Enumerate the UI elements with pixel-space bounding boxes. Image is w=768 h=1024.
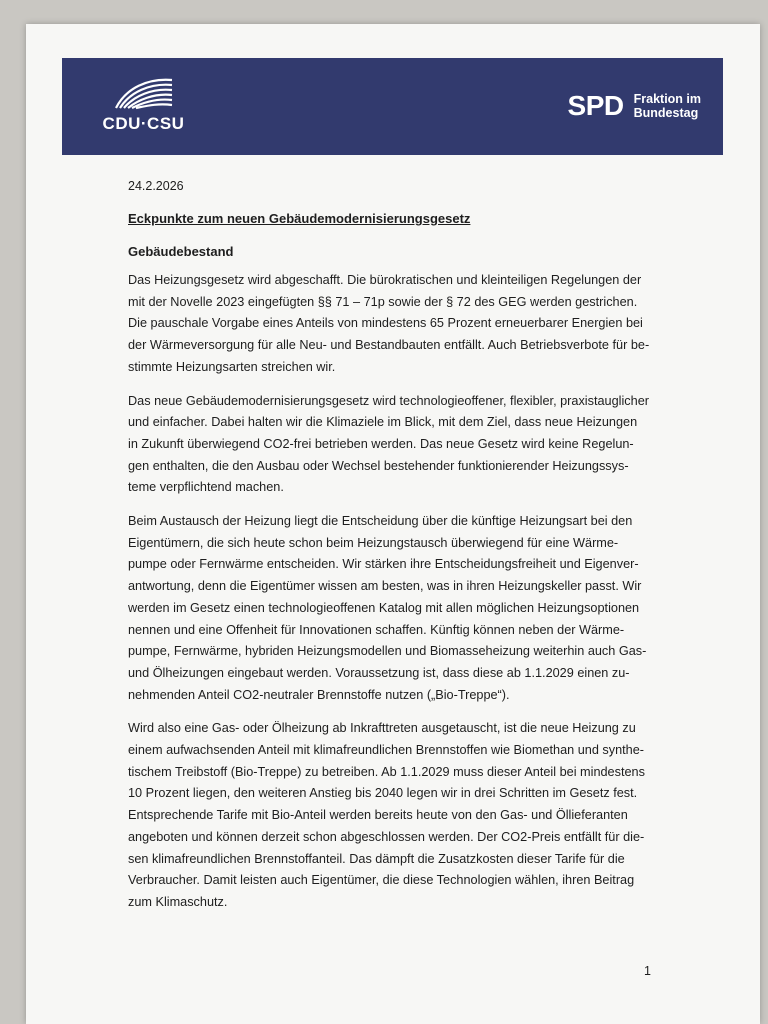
- paragraph-1: [128, 270, 658, 379]
- document-title: Eckpunkte zum neuen Gebäudemodernisierungsgesetz: [128, 211, 471, 226]
- paragraph-line: teme verpflichtend machen.: [128, 480, 284, 495]
- paragraph-line: Das Heizungsgesetz wird abgeschafft. Die bürokratischen und kleinteiligen Regelungen der: [128, 273, 642, 287]
- paragraph-line: tischem Treibstoff (Bio-Treppe) zu betreiben. Ab 1.1.2029 muss dieser Anteil bei mindestens: [128, 764, 645, 779]
- paragraph-line: in Zukunft überwiegend CO2-frei betrieben werden. Das neue Gesetz wird keine Regelun-: [128, 436, 634, 451]
- paragraph-line: pumpe, Fernwärme, hybriden Heizungsmodellen und Biomasseheizung weiterhin auch Gas-: [128, 644, 647, 659]
- paragraph-line: stimmte Heizungsarten streichen wir.: [128, 359, 336, 374]
- paragraph-line: mit der Novelle 2023 eingefügten §§ 71 – 71p sowie der § 72 des GEG werden gestrichen.: [128, 294, 638, 309]
- paragraph-line: angeboten und können derzeit schon abgeschlossen werden. Der CO2-Preis entfällt für die-: [128, 829, 645, 844]
- paragraph-line: Eigentümern, die sich heute schon beim Heizungstausch überwiegend für eine Wärme-: [128, 535, 619, 550]
- cdu-csu-logo: [96, 74, 191, 142]
- paragraph-line: Verbraucher. Damit leisten auch Eigentümer, die diese Technologien wählen, ihren Beitrag: [128, 873, 635, 888]
- paragraph-line: Wird also eine Gas- oder Ölheizung ab Inkrafttreten ausgetauscht, ist die neue Heizung zu: [128, 721, 636, 736]
- paragraph-line: sen klimafreundlichen Brennstoffanteil. Das dämpft die Zusatzkosten dieser Tarife für die: [128, 851, 625, 866]
- paragraph-line: gen enthalten, die den Ausbau oder Wechsel bestehender funktionierender Heizungssys-: [128, 458, 629, 473]
- paragraph-line: 10 Prozent liegen, den weiteren Anstieg bis 2040 legen wir in drei Schritten im Gesetz fest.: [128, 786, 638, 801]
- header-banner: [62, 58, 723, 155]
- paragraph-line: Entsprechende Tarife mit Bio-Anteil werden bereits heute von den Gas- und Öllieferanten: [128, 808, 628, 823]
- section-heading: Gebäudebestand: [128, 244, 234, 259]
- page-number: 1: [644, 964, 651, 978]
- paragraph-line: zum Klimaschutz.: [128, 894, 228, 909]
- paragraph-line: nehmenden Anteil CO2-neutraler Brennstoffe nutzen („Bio-Treppe“).: [128, 687, 510, 702]
- paragraph-line: werden im Gesetz einen technologieoffenen Katalog mit allen möglichen Heizungsoptionen: [128, 600, 640, 615]
- paragraph-3: [128, 511, 658, 706]
- spd-logo-subtitle-line1: Fraktion im: [633, 92, 701, 106]
- paragraph-line: Das neue Gebäudemodernisierungsgesetz wird technologieoffener, flexibler, praxistauglicher: [128, 393, 649, 408]
- paragraph-line: und Ölheizungen eingebaut werden. Voraussetzung ist, dass diese ab 1.1.2029 einen zu-: [128, 665, 630, 680]
- spd-logo-subtitle: [634, 92, 701, 120]
- paragraph-line: und einfacher. Dabei halten wir die Klimaziele im Blick, mit dem Ziel, dass neue Heizungen: [128, 415, 638, 430]
- paragraph-line: antwortung, denn die Eigentümer wissen am besten, was in ihren Heizungskeller passt. Wir: [128, 579, 642, 594]
- cdu-csu-wave-icon: [112, 74, 174, 110]
- document-date: 24.2.2026: [128, 179, 184, 193]
- spd-logo-mark: SPD: [567, 90, 624, 121]
- paragraph-line: der Wärmeversorgung für alle Neu- und Bestandbauten entfällt. Auch Betriebsverbote für be-: [128, 338, 650, 353]
- paragraph-line: pumpe oder Fernwärme entscheiden. Wir stärken ihre Entscheidungsfreiheit und Eigenver-: [128, 557, 639, 572]
- paragraph-line: Die pauschale Vorgabe eines Anteils von mindestens 65 Prozent erneuerbarer Energien bei: [128, 316, 643, 331]
- paragraph-line: nennen und eine Offenheit für Innovationen schaffen. Künftig können neben der Wärme-: [128, 622, 625, 637]
- paragraph-2: [128, 391, 658, 500]
- spd-fraktion-logo: [568, 86, 701, 126]
- paragraph-4: [128, 718, 658, 913]
- cdu-csu-logo-text: CDU·CSU: [102, 114, 185, 133]
- document-body: [128, 179, 658, 926]
- spd-logo-subtitle-line2: Bundestag: [633, 106, 699, 120]
- paragraph-line: einem aufwachsenden Anteil mit klimafreundlichen Brennstoffen wie Biomethan und synthe-: [128, 743, 645, 758]
- document-page: [26, 24, 760, 1024]
- paragraph-line: Beim Austausch der Heizung liegt die Entscheidung über die künftige Heizungsart bei den: [128, 514, 633, 529]
